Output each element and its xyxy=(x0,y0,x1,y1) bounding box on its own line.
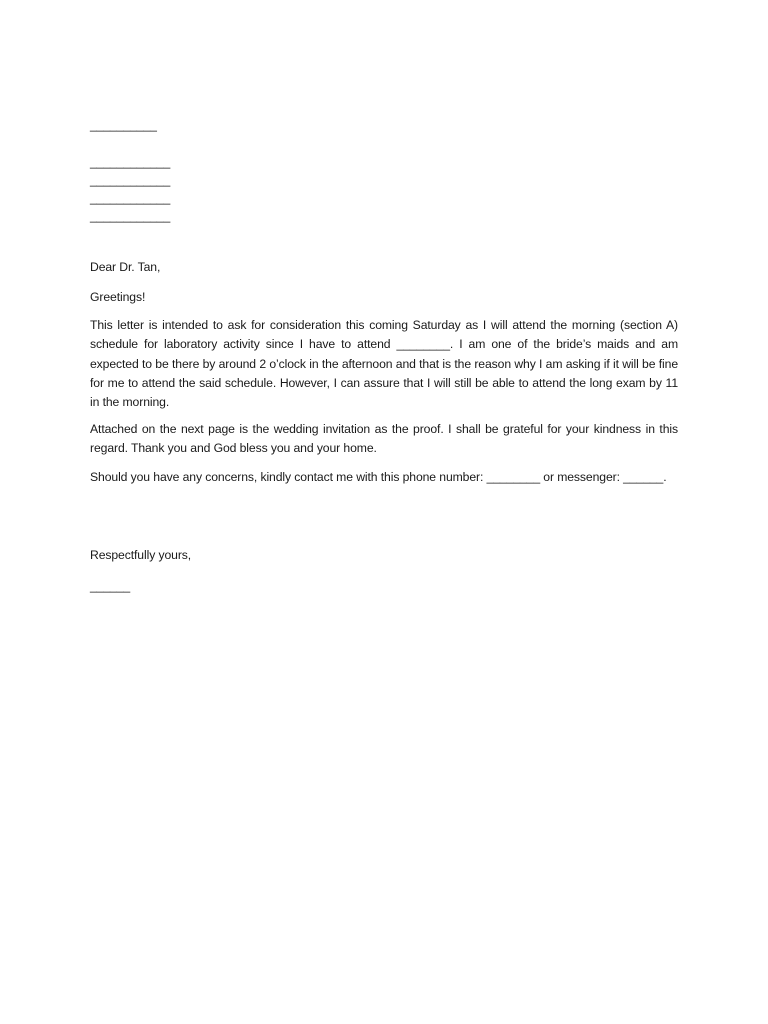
date-line: __________ xyxy=(90,118,157,132)
salutation: Dear Dr. Tan, xyxy=(90,260,161,274)
address-line-3: ____________ xyxy=(90,191,171,205)
paragraph-text: Attached on the next page is the wedding invitation as the proof. I shall be grateful for your kindness in this regard. Thank you and God bless you and your home. xyxy=(90,422,678,456)
paragraph-text: Should you have any concerns, kindly contact me with this phone number: ________ or messenger: ______. xyxy=(90,470,667,484)
body-paragraph-3 xyxy=(90,468,678,487)
address-line-1: ____________ xyxy=(90,155,171,169)
address-line-2: ____________ xyxy=(90,173,171,187)
body-paragraph-1 xyxy=(90,316,678,412)
body-paragraph-2 xyxy=(90,420,678,459)
greeting: Greetings! xyxy=(90,290,146,304)
signature-line: ______ xyxy=(90,579,131,593)
closing: Respectfully yours, xyxy=(90,548,192,562)
address-line-4: ____________ xyxy=(90,209,171,223)
paragraph-text: This letter is intended to ask for consideration this coming Saturday as I will attend the morning (section A) schedule for laboratory activity since I have to attend ________. I am one of the bride’s maids and am expected to be there by around 2 o’clock in the afternoon and that is the reason why I am asking if it will be fine for me to attend the said schedule. However, I can assure that I will still be able to attend the long exam by 11 in the morning. xyxy=(90,318,678,410)
